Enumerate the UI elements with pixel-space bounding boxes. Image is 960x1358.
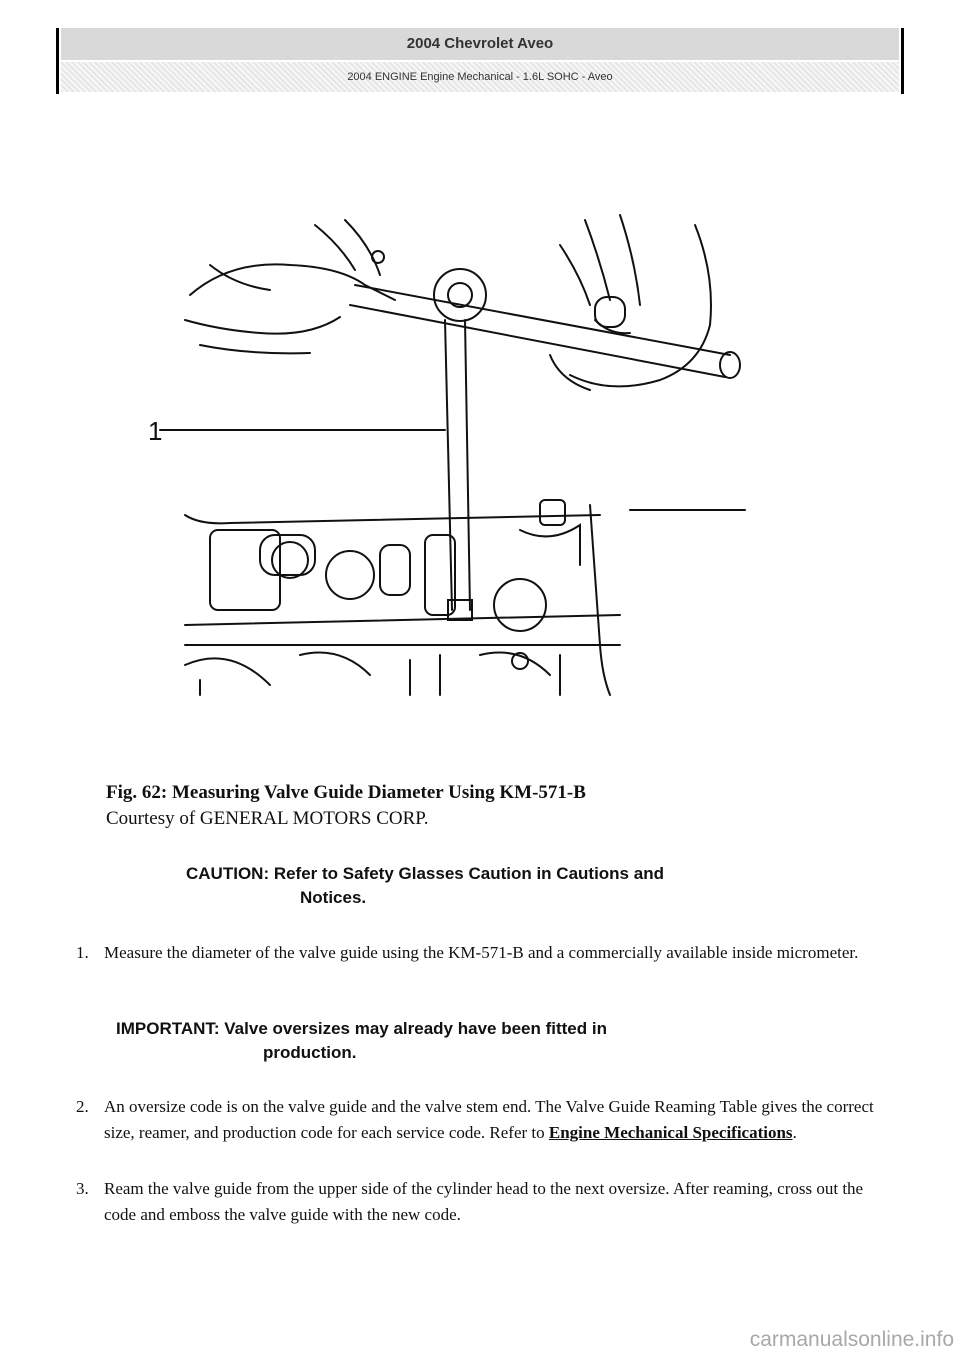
vehicle-title: 2004 Chevrolet Aveo (61, 28, 899, 60)
valve-guide-illustration (140, 205, 760, 705)
step-1 (76, 940, 876, 966)
figure-courtesy: Courtesy of GENERAL MOTORS CORP. (106, 808, 429, 829)
important-line-1: IMPORTANT: Valve oversizes may already have been fitted in (116, 1019, 607, 1038)
caution-line-1: CAUTION: Refer to Safety Glasses Caution in Cautions and (186, 864, 664, 883)
step-number: 2. (76, 1097, 89, 1116)
figure-title: Fig. 62: Measuring Valve Guide Diameter Using KM-571-B (106, 782, 586, 803)
caution-note (186, 862, 664, 910)
page-header (56, 28, 904, 94)
step-text: Ream the valve guide from the upper side of the cylinder head to the next oversize. After reaming, cross out the code and emboss the valve guide with the new code. (104, 1179, 864, 1224)
section-subtitle: 2004 ENGINE Engine Mechanical - 1.6L SOHC - Aveo (61, 62, 899, 92)
step-number: 1. (76, 943, 89, 962)
important-line-2: production. (263, 1043, 357, 1062)
specifications-link[interactable]: Engine Mechanical Specifications (548, 1123, 793, 1142)
step-text-end: . (792, 1123, 797, 1142)
step-text: An oversize code is on the valve guide and the valve stem end. The Valve Guide Reaming Table gives the correct size, reamer, and production code for each service code. Refer to (104, 1097, 874, 1142)
step-text: Measure the diameter of the valve guide using the KM-571-B and a commercially available inside micrometer. (104, 943, 859, 962)
figure-caption (106, 780, 866, 832)
step-number: 3. (76, 1179, 89, 1198)
step-2 (76, 1094, 876, 1146)
caution-line-2: Notices. (300, 888, 367, 907)
important-note (116, 1017, 607, 1065)
callout-label: 1 (148, 416, 163, 446)
step-3 (76, 1176, 876, 1228)
watermark: carmanualsonline.info (749, 1328, 954, 1351)
